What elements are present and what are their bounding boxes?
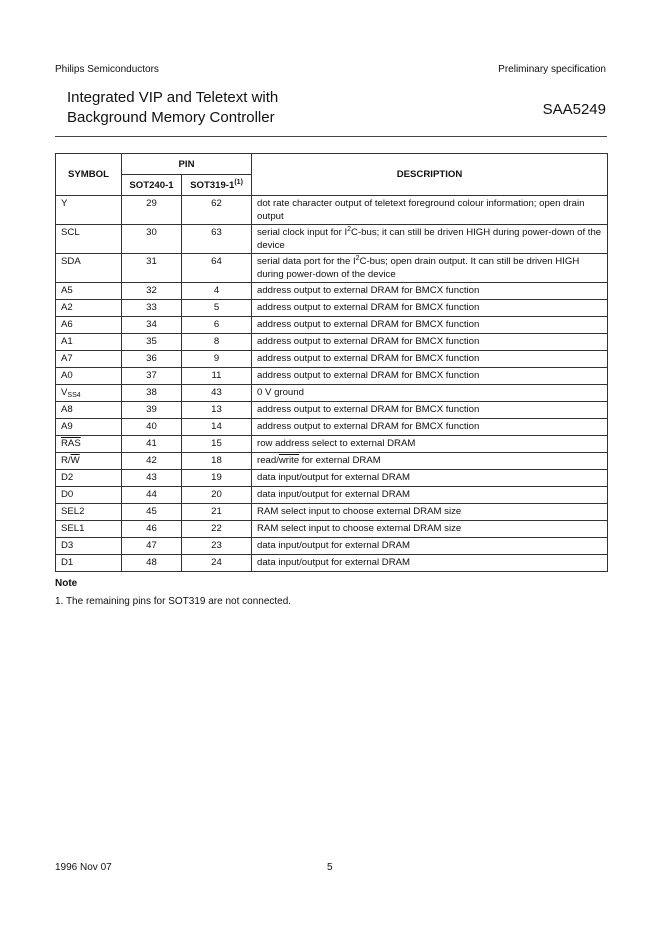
text-segment: read/ bbox=[257, 455, 279, 466]
text-segment: A8 bbox=[61, 404, 73, 415]
description-cell bbox=[252, 283, 608, 300]
text-segment: address output to external DRAM for BMCX function bbox=[257, 404, 480, 415]
table-row bbox=[56, 334, 608, 351]
text-segment: address output to external DRAM for BMCX function bbox=[257, 285, 480, 296]
text-segment: Y bbox=[61, 198, 68, 209]
symbol-cell bbox=[56, 402, 122, 419]
title-line-1: Integrated VIP and Teletext with bbox=[67, 89, 279, 106]
text-segment: write bbox=[278, 455, 300, 466]
sot240-pin: 42 bbox=[122, 453, 182, 470]
sot319-pin: 23 bbox=[182, 538, 252, 555]
symbol-cell bbox=[56, 555, 122, 572]
text-segment: address output to external DRAM for BMCX function bbox=[257, 302, 480, 313]
description-cell bbox=[252, 385, 608, 402]
table-row bbox=[56, 254, 608, 283]
header-sot240: SOT240-1 bbox=[122, 175, 182, 196]
sot319-pin: 63 bbox=[182, 225, 252, 254]
symbol-cell bbox=[56, 334, 122, 351]
sot240-pin: 36 bbox=[122, 351, 182, 368]
description-cell bbox=[252, 317, 608, 334]
table-row bbox=[56, 225, 608, 254]
table-row bbox=[56, 419, 608, 436]
description-cell bbox=[252, 368, 608, 385]
text-segment: SEL1 bbox=[61, 523, 85, 534]
text-segment: D1 bbox=[61, 557, 74, 568]
text-segment: data input/output for external DRAM bbox=[257, 472, 411, 483]
header-description: DESCRIPTION bbox=[252, 154, 608, 196]
sot319-pin: 24 bbox=[182, 555, 252, 572]
sot319-label: SOT319-1 bbox=[190, 179, 235, 191]
description-cell bbox=[252, 402, 608, 419]
sot240-pin: 47 bbox=[122, 538, 182, 555]
table-row bbox=[56, 487, 608, 504]
text-segment: 0 V ground bbox=[257, 387, 304, 398]
text-segment: A2 bbox=[61, 302, 73, 313]
sot240-pin: 34 bbox=[122, 317, 182, 334]
description-cell bbox=[252, 436, 608, 453]
text-segment: RAM select input to choose external DRAM size bbox=[257, 523, 462, 534]
symbol-cell bbox=[56, 453, 122, 470]
text-segment: C-bus; open drain output. It can still be driven HIGH during power-down of the device bbox=[257, 256, 580, 280]
symbol-cell bbox=[56, 487, 122, 504]
symbol-cell bbox=[56, 368, 122, 385]
page-number: 5 bbox=[327, 862, 333, 873]
sot240-pin: 41 bbox=[122, 436, 182, 453]
description-cell bbox=[252, 521, 608, 538]
table-row bbox=[56, 436, 608, 453]
text-segment: D3 bbox=[61, 540, 74, 551]
text-segment: SCL bbox=[61, 227, 80, 238]
text-segment: A0 bbox=[61, 370, 73, 381]
sot319-pin: 13 bbox=[182, 402, 252, 419]
sot319-pin: 11 bbox=[182, 368, 252, 385]
sot319-pin: 8 bbox=[182, 334, 252, 351]
sot319-pin: 6 bbox=[182, 317, 252, 334]
sot319-pin: 43 bbox=[182, 385, 252, 402]
table-row bbox=[56, 538, 608, 555]
header-symbol: SYMBOL bbox=[56, 154, 122, 196]
text-segment: D2 bbox=[61, 472, 74, 483]
sot240-pin: 33 bbox=[122, 300, 182, 317]
sot240-pin: 45 bbox=[122, 504, 182, 521]
text-segment: address output to external DRAM for BMCX function bbox=[257, 370, 480, 381]
sot319-pin: 19 bbox=[182, 470, 252, 487]
pinning-table bbox=[55, 153, 608, 572]
description-cell bbox=[252, 334, 608, 351]
footnote-ref: (1) bbox=[234, 178, 243, 186]
text-segment: data input/output for external DRAM bbox=[257, 489, 411, 500]
symbol-cell bbox=[56, 300, 122, 317]
symbol-cell bbox=[56, 419, 122, 436]
description-cell bbox=[252, 300, 608, 317]
table-row bbox=[56, 402, 608, 419]
text-segment: A5 bbox=[61, 285, 73, 296]
symbol-cell bbox=[56, 385, 122, 402]
sot319-pin: 62 bbox=[182, 196, 252, 225]
header-divider bbox=[55, 136, 607, 137]
sot240-pin: 29 bbox=[122, 196, 182, 225]
description-cell bbox=[252, 351, 608, 368]
sot240-pin: 46 bbox=[122, 521, 182, 538]
text-segment: SS4 bbox=[67, 392, 81, 399]
table-row bbox=[56, 555, 608, 572]
sot240-pin: 43 bbox=[122, 470, 182, 487]
header-pin: PIN bbox=[122, 154, 252, 175]
text-segment: C-bus; it can still be driven HIGH during power-down of the device bbox=[257, 227, 602, 251]
table-row bbox=[56, 283, 608, 300]
table-row bbox=[56, 351, 608, 368]
table-row bbox=[56, 453, 608, 470]
note-heading: Note bbox=[55, 578, 78, 589]
description-cell bbox=[252, 225, 608, 254]
description-cell bbox=[252, 555, 608, 572]
symbol-cell bbox=[56, 470, 122, 487]
table-row bbox=[56, 470, 608, 487]
sot240-pin: 32 bbox=[122, 283, 182, 300]
symbol-cell bbox=[56, 254, 122, 283]
text-segment: RAM select input to choose external DRAM size bbox=[257, 506, 462, 517]
text-segment: A7 bbox=[61, 353, 73, 364]
description-cell bbox=[252, 487, 608, 504]
footer-date: 1996 Nov 07 bbox=[55, 862, 112, 873]
symbol-cell bbox=[56, 351, 122, 368]
content-flow bbox=[55, 153, 608, 608]
sot319-pin: 20 bbox=[182, 487, 252, 504]
text-segment: serial clock input for I bbox=[257, 227, 348, 238]
text-segment: A6 bbox=[61, 319, 73, 330]
text-segment: address output to external DRAM for BMCX function bbox=[257, 421, 480, 432]
text-segment: address output to external DRAM for BMCX function bbox=[257, 336, 480, 347]
text-segment: 2 bbox=[347, 226, 352, 233]
sot319-pin: 15 bbox=[182, 436, 252, 453]
sot319-pin: 18 bbox=[182, 453, 252, 470]
text-segment: R/ bbox=[61, 455, 71, 466]
sot319-pin: 22 bbox=[182, 521, 252, 538]
table-row bbox=[56, 521, 608, 538]
text-segment: $\overline{W}$ bbox=[70, 455, 80, 466]
table-row bbox=[56, 317, 608, 334]
table-row bbox=[56, 196, 608, 225]
sot319-pin: 14 bbox=[182, 419, 252, 436]
table-row bbox=[56, 300, 608, 317]
sot319-pin: 64 bbox=[182, 254, 252, 283]
symbol-cell bbox=[56, 196, 122, 225]
sot240-pin: 30 bbox=[122, 225, 182, 254]
header-sot319 bbox=[182, 175, 252, 196]
text-segment: row address select to external DRAM bbox=[257, 438, 416, 449]
text-segment: for external DRAM bbox=[299, 455, 381, 466]
table-row bbox=[56, 504, 608, 521]
text-segment: A1 bbox=[61, 336, 73, 347]
sot240-pin: 38 bbox=[122, 385, 182, 402]
description-cell bbox=[252, 254, 608, 283]
text-segment: V bbox=[61, 387, 68, 398]
description-cell bbox=[252, 504, 608, 521]
sot240-pin: 48 bbox=[122, 555, 182, 572]
sot240-pin: 44 bbox=[122, 487, 182, 504]
description-cell bbox=[252, 470, 608, 487]
sot240-pin: 40 bbox=[122, 419, 182, 436]
text-segment: data input/output for external DRAM bbox=[257, 540, 411, 551]
symbol-cell bbox=[56, 521, 122, 538]
part-number: SAA5249 bbox=[542, 101, 606, 118]
sot240-pin: 35 bbox=[122, 334, 182, 351]
symbol-cell bbox=[56, 225, 122, 254]
table-row bbox=[56, 368, 608, 385]
text-segment: A9 bbox=[61, 421, 73, 432]
text-segment: SDA bbox=[61, 256, 81, 267]
symbol-cell bbox=[56, 504, 122, 521]
text-segment: address output to external DRAM for BMCX function bbox=[257, 353, 480, 364]
description-cell bbox=[252, 196, 608, 225]
text-segment: 2 bbox=[355, 255, 360, 262]
symbol-cell bbox=[56, 436, 122, 453]
table-row bbox=[56, 385, 608, 402]
text-segment: D0 bbox=[61, 489, 74, 500]
sot240-pin: 31 bbox=[122, 254, 182, 283]
sot240-pin: 37 bbox=[122, 368, 182, 385]
sot319-pin: 5 bbox=[182, 300, 252, 317]
text-segment: address output to external DRAM for BMCX function bbox=[257, 319, 480, 330]
symbol-cell bbox=[56, 538, 122, 555]
sot319-pin: 21 bbox=[182, 504, 252, 521]
sot319-pin: 9 bbox=[182, 351, 252, 368]
document-status: Preliminary specification bbox=[498, 64, 606, 75]
text-segment: data input/output for external DRAM bbox=[257, 557, 411, 568]
company-name: Philips Semiconductors bbox=[55, 64, 159, 75]
sot240-pin: 39 bbox=[122, 402, 182, 419]
description-cell bbox=[252, 453, 608, 470]
text-segment: dot rate character output of teletext foreground colour information; open drain output bbox=[257, 198, 585, 222]
document-title bbox=[67, 88, 278, 128]
note-text: 1. The remaining pins for SOT319 are not connected. bbox=[55, 596, 292, 607]
text-segment: serial data port for the I bbox=[257, 256, 356, 267]
symbol-cell bbox=[56, 317, 122, 334]
text-segment: $\overline{RAS}$ bbox=[61, 438, 81, 449]
description-cell bbox=[252, 419, 608, 436]
sot319-pin: 4 bbox=[182, 283, 252, 300]
symbol-cell bbox=[56, 283, 122, 300]
title-line-2: Background Memory Controller bbox=[67, 109, 275, 126]
description-cell bbox=[252, 538, 608, 555]
text-segment: SEL2 bbox=[61, 506, 85, 517]
